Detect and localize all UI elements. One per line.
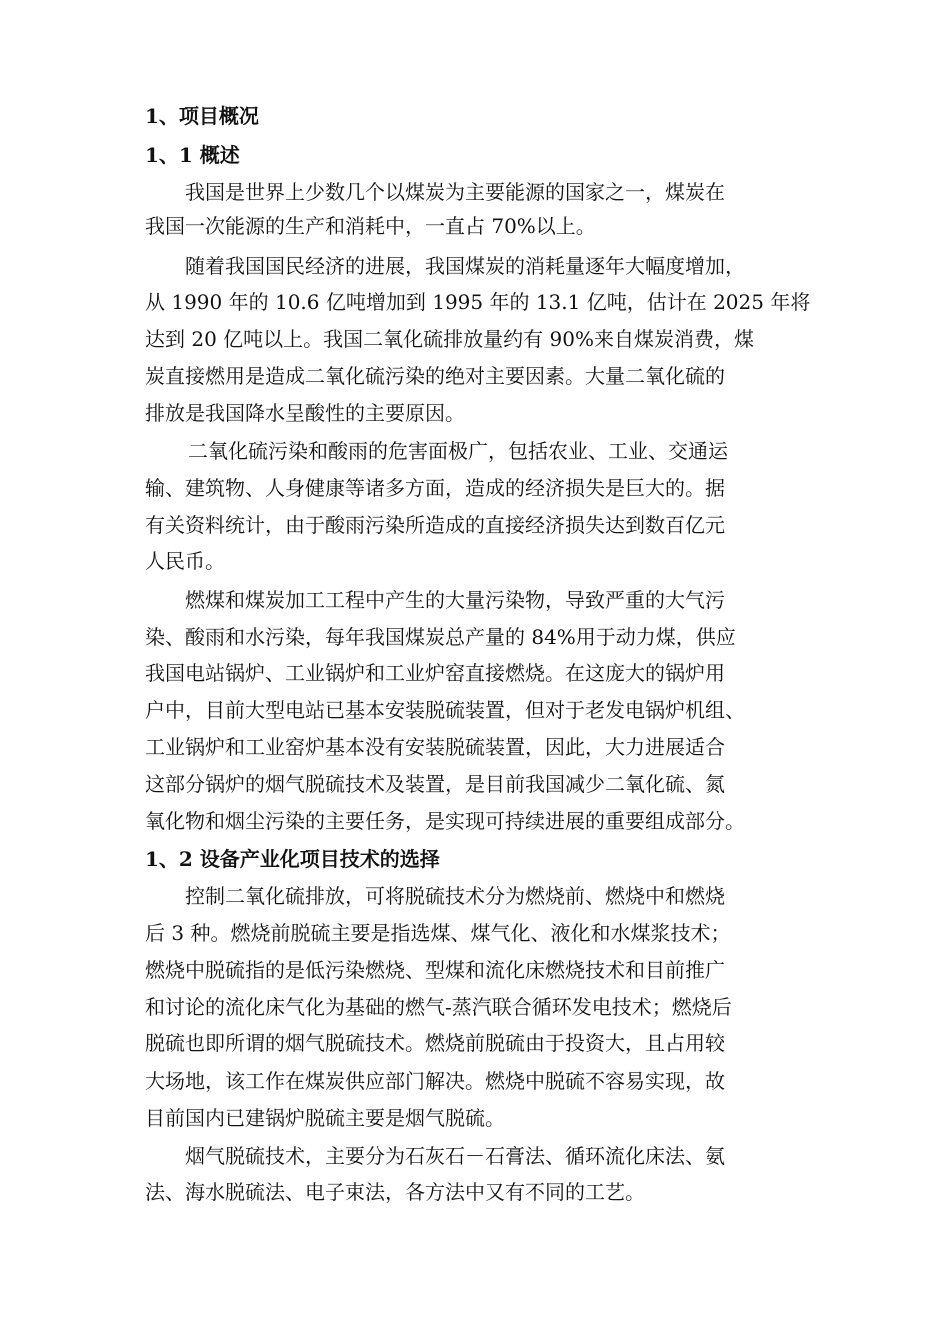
paragraph-line: 这部分锅炉的烟气脱硫技术及装置，是目前我国减少二氧化硫、氮 [145,772,725,796]
paragraph-line: 燃烧中脱硫指的是低污染燃烧、型煤和流化床燃烧技术和目前推广 [145,958,725,982]
paragraph-line: 随着我国国民经济的进展，我国煤炭的消耗量逐年大幅度增加， [185,254,745,278]
paragraph-line: 从 1990 年的 10.6 亿吨增加到 1995 年的 13.1 亿吨，估计在 2025 年将 [145,290,811,314]
paragraph-line: 后 3 种。燃烧前脱硫主要是指选煤、煤气化、液化和水煤浆技术； [145,921,731,945]
paragraph-line: 有关资料统计，由于酸雨污染所造成的直接经济损失达到数百亿元 [145,513,725,537]
paragraph-line: 炭直接燃用是造成二氧化硫污染的绝对主要因素。大量二氧化硫的 [145,364,725,388]
paragraph-line: 染、酸雨和水污染，每年我国煤炭总产量的 84%用于动力煤，供应 [145,625,736,649]
paragraph-line: 燃煤和煤炭加工工程中产生的大量污染物，导致严重的大气污 [185,588,725,612]
paragraph-line: 我国是世界上少数几个以煤炭为主要能源的国家之一，煤炭在 [185,180,725,204]
paragraph-line: 工业锅炉和工业窑炉基本没有安装脱硫装置，因此，大力进展适合 [145,735,725,759]
paragraph-line: 达到 20 亿吨以上。我国二氧化硫排放量约有 90%来自煤炭消费，煤 [145,327,754,351]
paragraph-line: 烟气脱硫技术，主要分为石灰石－石膏法、循环流化床法、氨 [185,1144,725,1168]
paragraph-line: 大场地，该工作在煤炭供应部门解决。燃烧中脱硫不容易实现，故 [145,1069,725,1093]
section-heading-1-1: 1、1 概述 [145,143,240,167]
section-heading-1: 1、项目概况 [145,104,259,128]
paragraph-line: 输、建筑物、人身健康等诸多方面，造成的经济损失是巨大的。据 [145,476,725,500]
paragraph-line: 人民币。 [145,549,225,573]
paragraph-line: 法、海水脱硫法、电子束法，各方法中又有不同的工艺。 [145,1180,645,1204]
paragraph-line: 二氧化硫污染和酸雨的危害面极广，包括农业、工业、交通运 [188,439,728,463]
paragraph-line: 排放是我国降水呈酸性的主要原因。 [145,401,465,425]
paragraph-line: 脱硫也即所谓的烟气脱硫技术。燃烧前脱硫由于投资大，且占用较 [145,1031,725,1055]
paragraph-line: 户中，目前大型电站已基本安装脱硫装置，但对于老发电锅炉机组、 [145,698,745,722]
paragraph-line: 目前国内已建锅炉脱硫主要是烟气脱硫。 [145,1106,505,1130]
paragraph-line: 我国一次能源的生产和消耗中，一直占 70%以上。 [145,214,596,238]
paragraph-line: 氧化物和烟尘污染的主要任务，是实现可持续进展的重要组成部分。 [145,809,745,833]
section-heading-1-2: 1、2 设备产业化项目技术的选择 [145,847,440,871]
paragraph-line: 我国电站锅炉、工业锅炉和工业炉窑直接燃烧。在这庞大的锅炉用 [145,661,725,685]
paragraph-line: 控制二氧化硫排放，可将脱硫技术分为燃烧前、燃烧中和燃烧 [185,884,725,908]
paragraph-line: 和讨论的流化床气化为基础的燃气-蒸汽联合循环发电技术；燃烧后 [145,995,732,1019]
